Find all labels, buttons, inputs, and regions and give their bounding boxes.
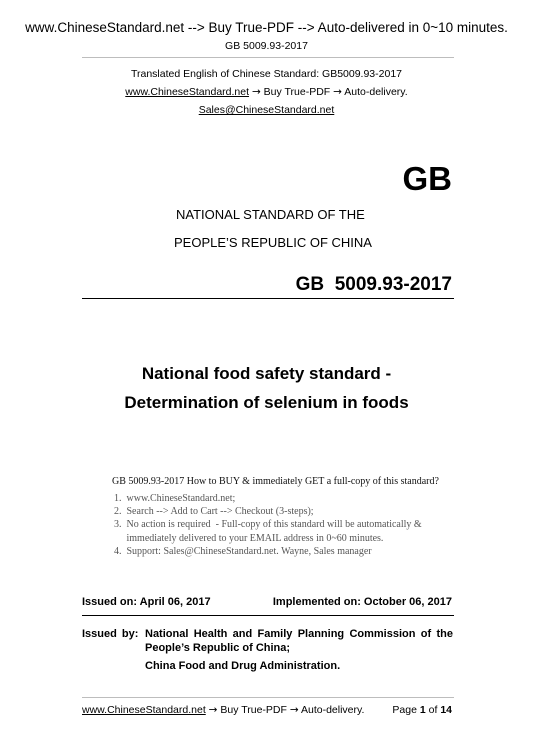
list-item: 1. www.ChineseStandard.net; bbox=[114, 493, 236, 504]
footer-buy-text: Buy True-PDF bbox=[217, 704, 290, 716]
standard-number-underline bbox=[82, 298, 454, 299]
arrow-right-icon: → bbox=[333, 86, 342, 98]
list-item: 2. Search --> Add to Cart --> Checkout (3-steps); bbox=[114, 506, 314, 518]
footer-site-link[interactable]: www.ChineseStandard.net bbox=[82, 704, 206, 716]
arrow-right-icon: → bbox=[208, 704, 218, 716]
header-divider bbox=[82, 57, 454, 58]
issuer-2: China Food and Drug Administration. bbox=[145, 660, 341, 672]
delivery-text: Auto-delivery. bbox=[341, 86, 408, 98]
how-to-buy-heading: GB 5009.93-2017 How to BUY & immediately GET a full-copy of this standard? bbox=[112, 476, 439, 487]
page-current: 1 bbox=[419, 704, 426, 716]
header-line-1: www.ChineseStandard.net --> Buy True-PDF --> Auto-delivered in 0~10 minutes. bbox=[25, 20, 508, 35]
footer-divider bbox=[82, 697, 454, 698]
footer-delivery-text: Auto-delivery. bbox=[298, 704, 365, 716]
national-standard-line-2: PEOPLE’S REPUBLIC OF CHINA bbox=[174, 235, 372, 250]
page-total: 14 bbox=[440, 704, 452, 716]
arrow-right-icon: → bbox=[251, 86, 261, 98]
header-line-2: GB 5009.93-2017 bbox=[225, 40, 308, 52]
dates-divider bbox=[82, 615, 454, 616]
email-link[interactable]: Sales@ChineseStandard.net bbox=[198, 104, 335, 116]
standard-number: GB 5009.93-2017 bbox=[295, 274, 452, 295]
issuer-1-line-2: People’s Republic of China; bbox=[145, 642, 291, 654]
footer-buy-line bbox=[82, 704, 364, 716]
arrow-right-icon: → bbox=[289, 704, 299, 716]
banner-email-line bbox=[0, 104, 533, 116]
list-item: 4. Support: Sales@ChineseStandard.net. Wayne, Sales manager bbox=[114, 545, 372, 557]
document-title-line-2: Determination of selenium in foods bbox=[124, 393, 409, 412]
issued-on-date: Issued on: April 06, 2017 bbox=[82, 596, 211, 608]
gb-mark: GB bbox=[402, 160, 452, 197]
page-of: of bbox=[425, 704, 441, 716]
implemented-on-date: Implemented on: October 06, 2017 bbox=[272, 596, 452, 608]
page-prefix: Page bbox=[392, 704, 420, 716]
buy-text: Buy True-PDF bbox=[260, 86, 334, 98]
how-to-buy-steps bbox=[114, 492, 422, 558]
banner-buy-line bbox=[0, 86, 533, 98]
list-item: 3. No action is required - Full-copy of this standard will be automatically & bbox=[114, 519, 422, 531]
translated-line: Translated English of Chinese Standard: GB5009.93-2017 bbox=[130, 68, 403, 80]
document-title-line-1: National food safety standard - bbox=[141, 364, 392, 383]
issuer-1-line-1: National Health and Family Planning Commission of the bbox=[145, 628, 453, 640]
list-item: immediately delivered to your EMAIL address in 0~60 minutes. bbox=[114, 532, 384, 544]
page-number bbox=[352, 704, 452, 716]
issued-by-label: Issued by: bbox=[82, 628, 139, 640]
national-standard-line-1: NATIONAL STANDARD OF THE bbox=[176, 207, 365, 222]
site-link[interactable]: www.ChineseStandard.net bbox=[125, 86, 250, 98]
